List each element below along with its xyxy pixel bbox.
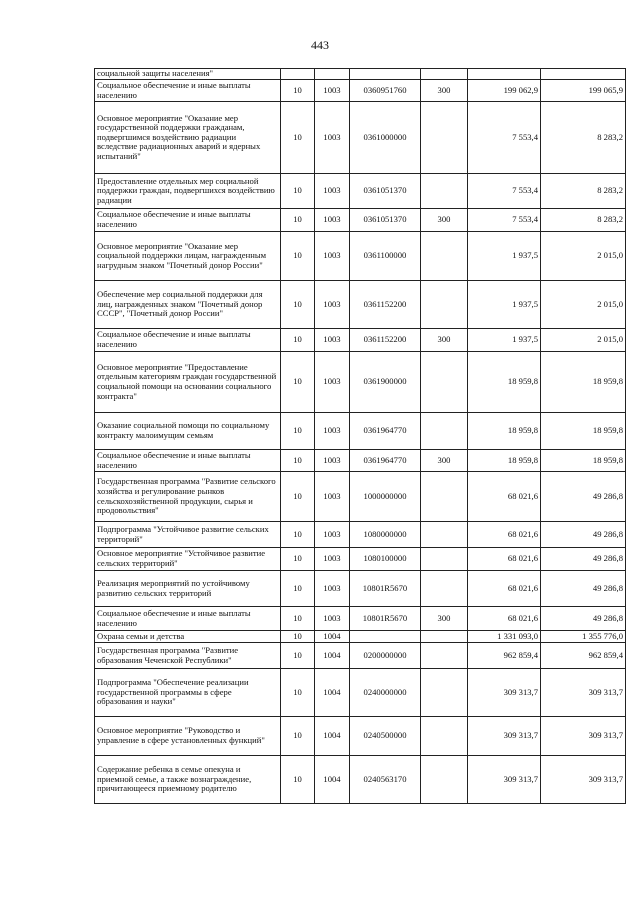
- section-code-cell: 10: [281, 80, 315, 102]
- amount-year-2-cell: 49 286,8: [541, 472, 626, 522]
- amount-year-1-cell: 68 021,6: [468, 607, 541, 631]
- section-code-cell: 10: [281, 756, 315, 804]
- expense-type-code-cell: [421, 717, 468, 756]
- amount-year-1-cell: 1 937,5: [468, 232, 541, 281]
- row-name-cell: Реализация мероприятий по устойчивому развитию сельских территорий: [95, 571, 281, 607]
- expense-type-code-cell: [421, 756, 468, 804]
- amount-year-1-cell: 309 313,7: [468, 756, 541, 804]
- section-code-cell: 10: [281, 281, 315, 329]
- target-article-code-cell: 0361900000: [350, 352, 421, 413]
- amount-year-1-cell: 1 937,5: [468, 329, 541, 352]
- table-row: [95, 209, 626, 232]
- amount-year-2-cell: 49 286,8: [541, 607, 626, 631]
- amount-year-2-cell: 49 286,8: [541, 522, 626, 548]
- amount-year-1-cell: 7 553,4: [468, 174, 541, 209]
- table-row: [95, 571, 626, 607]
- table-row: [95, 631, 626, 643]
- amount-year-1-cell: 199 062,9: [468, 80, 541, 102]
- row-name-cell: социальной защиты населения": [95, 69, 281, 80]
- expense-type-code-cell: 300: [421, 329, 468, 352]
- amount-year-1-cell: 18 959,8: [468, 352, 541, 413]
- subsection-code-cell: 1004: [315, 631, 350, 643]
- target-article-code-cell: 10801R5670: [350, 607, 421, 631]
- table-row: [95, 69, 626, 80]
- table-row: [95, 281, 626, 329]
- amount-year-1-cell: [468, 69, 541, 80]
- amount-year-2-cell: 49 286,8: [541, 548, 626, 571]
- row-name-cell: Предоставление отдельных мер социальной поддержки граждан, подвергшихся воздействию радиации: [95, 174, 281, 209]
- expense-type-code-cell: [421, 548, 468, 571]
- row-name-cell: Содержание ребенка в семье опекуна и приемной семье, а также вознаграждение, причитающееся приемному родителю: [95, 756, 281, 804]
- subsection-code-cell: 1004: [315, 643, 350, 669]
- table-row: [95, 174, 626, 209]
- amount-year-2-cell: [541, 69, 626, 80]
- expense-type-code-cell: [421, 669, 468, 717]
- amount-year-1-cell: 962 859,4: [468, 643, 541, 669]
- table-row: [95, 756, 626, 804]
- table-row: [95, 80, 626, 102]
- expense-type-code-cell: 300: [421, 80, 468, 102]
- section-code-cell: 10: [281, 232, 315, 281]
- table-row: [95, 472, 626, 522]
- subsection-code-cell: 1003: [315, 352, 350, 413]
- target-article-code-cell: 0240563170: [350, 756, 421, 804]
- target-article-code-cell: [350, 631, 421, 643]
- expense-type-code-cell: [421, 631, 468, 643]
- amount-year-2-cell: 2 015,0: [541, 232, 626, 281]
- section-code-cell: 10: [281, 102, 315, 174]
- section-code-cell: 10: [281, 329, 315, 352]
- amount-year-1-cell: 7 553,4: [468, 102, 541, 174]
- expense-type-code-cell: [421, 281, 468, 329]
- target-article-code-cell: 0240500000: [350, 717, 421, 756]
- subsection-code-cell: 1003: [315, 209, 350, 232]
- amount-year-1-cell: 18 959,8: [468, 413, 541, 450]
- section-code-cell: 10: [281, 174, 315, 209]
- target-article-code-cell: 0361964770: [350, 413, 421, 450]
- row-name-cell: Подпрограмма "Устойчивое развитие сельских территорий": [95, 522, 281, 548]
- section-code-cell: 10: [281, 209, 315, 232]
- target-article-code-cell: 0361152200: [350, 281, 421, 329]
- row-name-cell: Основное мероприятие "Устойчивое развитие сельских территорий": [95, 548, 281, 571]
- budget-table-body: [95, 69, 626, 804]
- amount-year-2-cell: 309 313,7: [541, 756, 626, 804]
- row-name-cell: Основное мероприятие "Оказание мер социальной поддержки лицам, награжденным нагрудным знаком "Почетный донор России": [95, 232, 281, 281]
- target-article-code-cell: 0361964770: [350, 450, 421, 472]
- amount-year-2-cell: 18 959,8: [541, 450, 626, 472]
- expense-type-code-cell: [421, 174, 468, 209]
- subsection-code-cell: 1003: [315, 548, 350, 571]
- amount-year-2-cell: 309 313,7: [541, 669, 626, 717]
- amount-year-2-cell: 8 283,2: [541, 174, 626, 209]
- subsection-code-cell: 1003: [315, 102, 350, 174]
- amount-year-1-cell: 1 937,5: [468, 281, 541, 329]
- expense-type-code-cell: [421, 232, 468, 281]
- row-name-cell: Социальное обеспечение и иные выплаты населению: [95, 209, 281, 232]
- table-row: [95, 232, 626, 281]
- row-name-cell: Социальное обеспечение и иные выплаты населению: [95, 329, 281, 352]
- expense-type-code-cell: [421, 643, 468, 669]
- expense-type-code-cell: [421, 69, 468, 80]
- target-article-code-cell: 0361000000: [350, 102, 421, 174]
- row-name-cell: Обеспечение мер социальной поддержки для лиц, награжденных знаком "Почетный донор СССР", "Почетный донор России": [95, 281, 281, 329]
- target-article-code-cell: 0361100000: [350, 232, 421, 281]
- table-row: [95, 522, 626, 548]
- expense-type-code-cell: 300: [421, 209, 468, 232]
- section-code-cell: 10: [281, 669, 315, 717]
- subsection-code-cell: 1003: [315, 450, 350, 472]
- expense-type-code-cell: [421, 413, 468, 450]
- section-code-cell: 10: [281, 717, 315, 756]
- table-row: [95, 548, 626, 571]
- target-article-code-cell: 0200000000: [350, 643, 421, 669]
- table-row: [95, 450, 626, 472]
- section-code-cell: 10: [281, 413, 315, 450]
- amount-year-1-cell: 68 021,6: [468, 548, 541, 571]
- row-name-cell: Социальное обеспечение и иные выплаты населению: [95, 450, 281, 472]
- expense-type-code-cell: [421, 571, 468, 607]
- amount-year-2-cell: 309 313,7: [541, 717, 626, 756]
- subsection-code-cell: 1004: [315, 717, 350, 756]
- target-article-code-cell: 0361152200: [350, 329, 421, 352]
- amount-year-2-cell: 8 283,2: [541, 102, 626, 174]
- row-name-cell: Подпрограмма "Обеспечение реализации государственной программы в сфере образования и науки": [95, 669, 281, 717]
- table-row: [95, 607, 626, 631]
- expense-type-code-cell: 300: [421, 607, 468, 631]
- amount-year-2-cell: 49 286,8: [541, 571, 626, 607]
- expense-type-code-cell: [421, 472, 468, 522]
- row-name-cell: Основное мероприятие "Оказание мер государственной поддержки гражданам, подвергшимся воздействию радиации вследствие радиационных аварий и ядерных испытаний": [95, 102, 281, 174]
- amount-year-2-cell: 199 065,9: [541, 80, 626, 102]
- section-code-cell: 10: [281, 607, 315, 631]
- target-article-code-cell: 0360951760: [350, 80, 421, 102]
- amount-year-1-cell: 18 959,8: [468, 450, 541, 472]
- budget-table: [94, 68, 626, 804]
- section-code-cell: 10: [281, 472, 315, 522]
- page-number: 443: [311, 38, 329, 52]
- amount-year-1-cell: 68 021,6: [468, 472, 541, 522]
- expense-type-code-cell: 300: [421, 450, 468, 472]
- section-code-cell: 10: [281, 450, 315, 472]
- amount-year-2-cell: 1 355 776,0: [541, 631, 626, 643]
- subsection-code-cell: 1003: [315, 571, 350, 607]
- table-row: [95, 102, 626, 174]
- target-article-code-cell: 1080100000: [350, 548, 421, 571]
- subsection-code-cell: 1003: [315, 232, 350, 281]
- amount-year-2-cell: 8 283,2: [541, 209, 626, 232]
- table-row: [95, 669, 626, 717]
- amount-year-2-cell: 962 859,4: [541, 643, 626, 669]
- section-code-cell: 10: [281, 643, 315, 669]
- section-code-cell: [281, 69, 315, 80]
- amount-year-1-cell: 309 313,7: [468, 669, 541, 717]
- subsection-code-cell: 1003: [315, 281, 350, 329]
- subsection-code-cell: 1003: [315, 174, 350, 209]
- amount-year-1-cell: 68 021,6: [468, 522, 541, 548]
- section-code-cell: 10: [281, 631, 315, 643]
- section-code-cell: 10: [281, 522, 315, 548]
- table-row: [95, 717, 626, 756]
- table-row: [95, 413, 626, 450]
- row-name-cell: Оказание социальной помощи по социальному контракту малоимущим семьям: [95, 413, 281, 450]
- row-name-cell: Государственная программа "Развитие сельского хозяйства и регулирование рынков сельскохозяйственной продукции, сырья и продовольствия": [95, 472, 281, 522]
- subsection-code-cell: 1003: [315, 607, 350, 631]
- subsection-code-cell: 1003: [315, 472, 350, 522]
- target-article-code-cell: 1000000000: [350, 472, 421, 522]
- section-code-cell: 10: [281, 548, 315, 571]
- subsection-code-cell: 1004: [315, 756, 350, 804]
- table-row: [95, 643, 626, 669]
- subsection-code-cell: [315, 69, 350, 80]
- amount-year-1-cell: 309 313,7: [468, 717, 541, 756]
- amount-year-2-cell: 18 959,8: [541, 352, 626, 413]
- row-name-cell: Социальное обеспечение и иные выплаты населению: [95, 80, 281, 102]
- subsection-code-cell: 1004: [315, 669, 350, 717]
- row-name-cell: Основное мероприятие "Руководство и управление в сфере установленных функций": [95, 717, 281, 756]
- subsection-code-cell: 1003: [315, 80, 350, 102]
- table-row: [95, 329, 626, 352]
- subsection-code-cell: 1003: [315, 329, 350, 352]
- target-article-code-cell: 0240000000: [350, 669, 421, 717]
- target-article-code-cell: 0361051370: [350, 209, 421, 232]
- expense-type-code-cell: [421, 522, 468, 548]
- expense-type-code-cell: [421, 352, 468, 413]
- row-name-cell: Социальное обеспечение и иные выплаты населению: [95, 607, 281, 631]
- target-article-code-cell: 10801R5670: [350, 571, 421, 607]
- subsection-code-cell: 1003: [315, 522, 350, 548]
- expense-type-code-cell: [421, 102, 468, 174]
- row-name-cell: Охрана семьи и детства: [95, 631, 281, 643]
- target-article-code-cell: 0361051370: [350, 174, 421, 209]
- table-row: [95, 352, 626, 413]
- section-code-cell: 10: [281, 352, 315, 413]
- amount-year-1-cell: 1 331 093,0: [468, 631, 541, 643]
- row-name-cell: Государственная программа "Развитие образования Чеченской Республики": [95, 643, 281, 669]
- amount-year-2-cell: 18 959,8: [541, 413, 626, 450]
- amount-year-1-cell: 68 021,6: [468, 571, 541, 607]
- amount-year-1-cell: 7 553,4: [468, 209, 541, 232]
- section-code-cell: 10: [281, 571, 315, 607]
- amount-year-2-cell: 2 015,0: [541, 329, 626, 352]
- row-name-cell: Основное мероприятие "Предоставление отдельным категориям граждан государственной социальной помощи на основании социального контракта": [95, 352, 281, 413]
- subsection-code-cell: 1003: [315, 413, 350, 450]
- amount-year-2-cell: 2 015,0: [541, 281, 626, 329]
- target-article-code-cell: 1080000000: [350, 522, 421, 548]
- target-article-code-cell: [350, 69, 421, 80]
